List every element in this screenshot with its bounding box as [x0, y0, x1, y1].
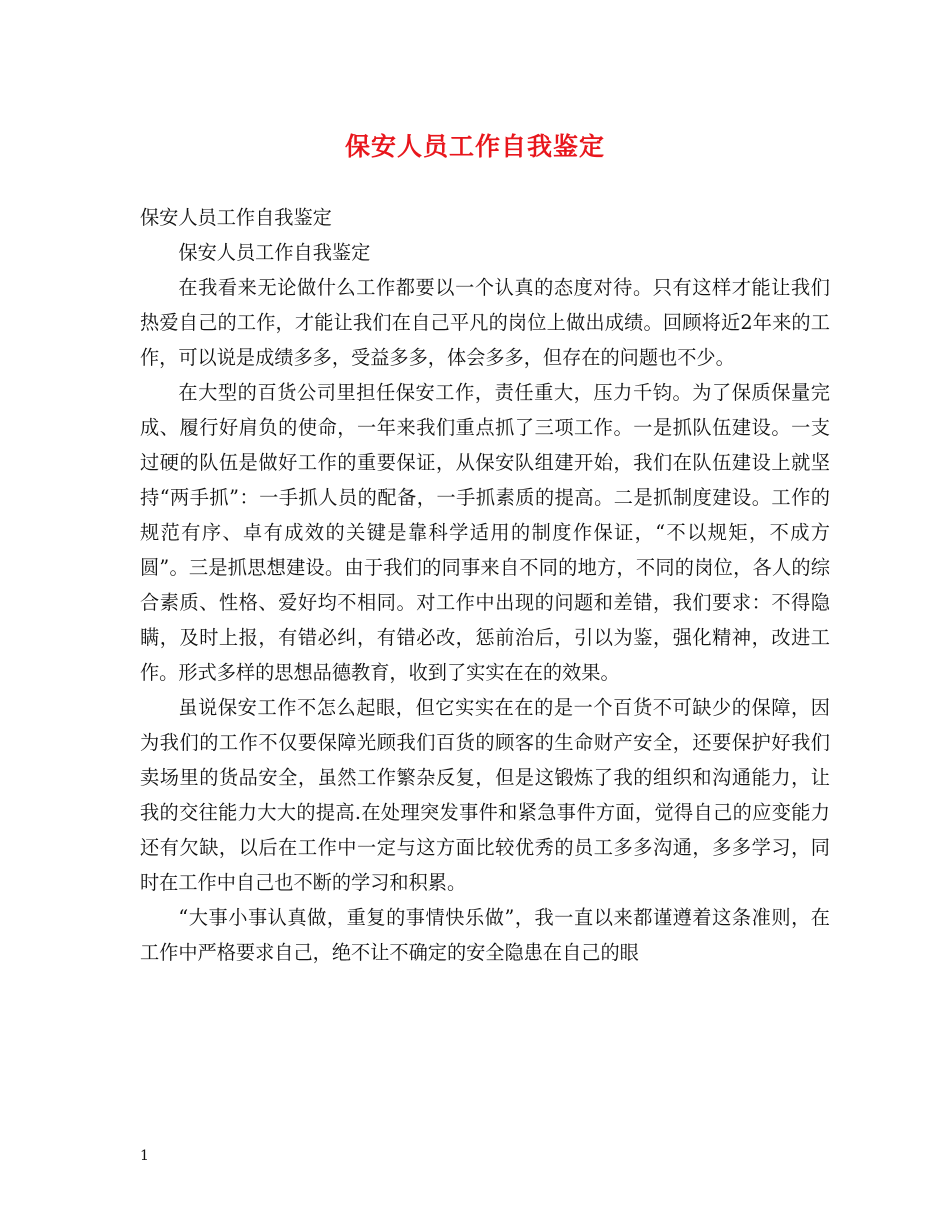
paragraph: 在大型的百货公司里担任保安工作，责任重大，压力千钧。为了保质保量完成、履行好肩负的使命，一年来我们重点抓了三项工作。一是抓队伍建设。一支过硬的队伍是做好工作的重要保证，从保安队组建开始，我们在队伍建设上就坚持“两手抓”：一手抓人员的配备，一手抓素质的提高。二是抓制度建设。工作的规范有序、卓有成效的关键是靠科学适用的制度作保证，“不以规矩，不成方圆”。三是抓思想建设。由于我们的同事来自不同的地方，不同的岗位，各人的综合素质、性格、爱好均不相同。对工作中出现的问题和差错，我们要求：不得隐瞒，及时上报，有错必纠，有错必改，惩前治后，引以为鉴，强化精神，改进工作。形式多样的思想品德教育，收到了实实在在的效果。	[140, 381, 830, 684]
paragraph: “大事小事认真做，重复的事情快乐做”，我一直以来都谨遵着这条准则，在工作中严格要求自己，绝不让不确定的安全隐患在自己的眼	[140, 906, 830, 964]
paragraph: 在我看来无论做什么工作都要以一个认真的态度对待。只有这样才能让我们热爱自己的工作，才能让我们在自己平凡的岗位上做出成绩。回顾将近2年来的工作，可以说是成绩多多，受益多多，体会多多，但存在的问题也不少。	[140, 276, 830, 369]
document-body	[140, 200, 830, 970]
page-number: 1	[140, 1148, 149, 1164]
subtitle-line: 保安人员工作自我鉴定	[140, 206, 332, 229]
paragraph: 虽说保安工作不怎么起眼，但它实实在在的是一个百货不可缺少的保障，因为我们的工作不仅要保障光顾我们百货的顾客的生命财产安全，还要保护好我们卖场里的货品安全，虽然工作繁杂反复，但是这锻炼了我的组织和沟通能力，让我的交往能力大大的提高.在处理突发事件和紧急事件方面，觉得自己的应变能力还有欠缺，以后在工作中一定与这方面比较优秀的员工多多沟通，多多学习，同时在工作中自己也不断的学习和积累。	[140, 696, 830, 894]
subtitle-line-indented: 保安人员工作自我鉴定	[178, 241, 371, 264]
document-title: 保安人员工作自我鉴定	[344, 132, 605, 161]
